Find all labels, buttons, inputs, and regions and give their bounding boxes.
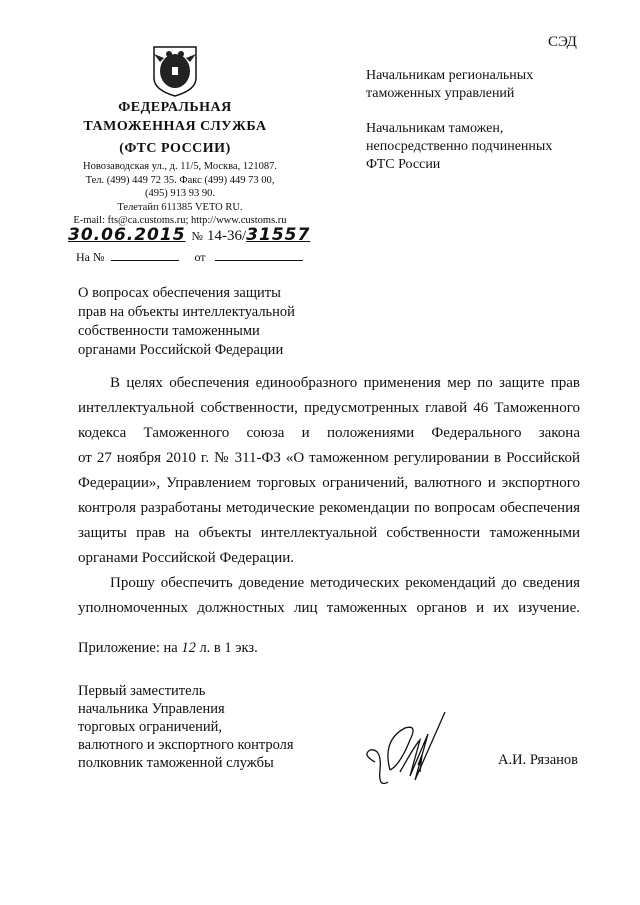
number-label: № (191, 229, 203, 243)
org-name (80, 98, 270, 158)
recipient-line: Начальникам таможен, (366, 121, 504, 136)
sender-address (60, 160, 300, 228)
ref-label: На № (76, 250, 105, 264)
attachment-pages: 12 (181, 640, 196, 656)
recipient-block-2 (366, 120, 552, 174)
reference-line (76, 250, 303, 265)
org-line: ТАМОЖЕННАЯ СЛУЖБА (83, 119, 267, 134)
date-handwritten: 30.06.2015 (68, 225, 186, 245)
address-line: Тел. (499) 449 72 35. Факс (499) 449 73 00, (85, 174, 275, 186)
ref-number-blank (111, 260, 179, 261)
recipient-line: ФТС России (366, 157, 441, 172)
signatory-name: А.И. Рязанов (498, 752, 579, 768)
attachment-suffix: л. в 1 экз. (195, 640, 258, 656)
body-line: защиты прав на объекты интеллектуальной собственности таможенными (78, 525, 580, 541)
subject-line: О вопросах обеспечения защиты (78, 285, 281, 301)
address-line: (495) 913 93 90. (145, 188, 215, 199)
recipient-line: таможенных управлений (366, 86, 515, 101)
position-line: Первый заместитель (78, 683, 206, 699)
attachment-line (78, 640, 258, 657)
position-line: полковник таможенной службы (78, 755, 274, 771)
org-line: (ФТС РОССИИ) (119, 141, 231, 156)
registration-line (68, 225, 310, 245)
address-line: Телетайп 611385 VETO RU. (117, 201, 243, 213)
sed-stamp: СЭД (548, 34, 577, 50)
body-line: контроля разработаны методические рекомендации по вопросам обеспечения (78, 500, 580, 516)
ref-date-blank (215, 260, 303, 261)
subject-line: собственности таможенными (78, 323, 260, 339)
position-line: начальника Управления (78, 701, 225, 717)
emblem-icon (150, 44, 200, 98)
position-line: валютного и экспортного контроля (78, 737, 294, 753)
body-paragraph-2 (78, 571, 580, 621)
body-line: интеллектуальной собственности, предусмотренных главой 46 Таможенного (78, 400, 580, 416)
handwritten-signature-icon (360, 710, 460, 790)
address-line: Новозаводская ул., д. 11/5, Москва, 121087. (83, 161, 277, 172)
number-prefix: 14-36/ (207, 228, 247, 244)
recipient-block-1 (366, 67, 533, 103)
org-line: ФЕДЕРАЛЬНАЯ (118, 100, 232, 115)
body-line: Федерации», Управлением торговых ограничений, валютного и экспортного (78, 475, 580, 491)
recipient-line: непосредственно подчиненных (366, 139, 553, 154)
recipient-line: Начальникам региональных (366, 68, 534, 83)
body-line: В целях обеспечения единообразного применения мер по защите прав (110, 375, 580, 391)
subject (78, 284, 295, 360)
signatory-position (78, 682, 294, 772)
address-line: E-mail: fts@ca.customs.ru; http://www.customs.ru (73, 215, 287, 226)
number-handwritten: 31557 (246, 225, 311, 245)
body-line: кодекса Таможенного союза и положениями Федерального закона (78, 425, 580, 441)
body-line: Прошу обеспечить доведение методических рекомендаций до сведения (110, 575, 580, 591)
ref-from-label: от (194, 250, 206, 264)
body-line: уполномоченных должностных лиц таможенных органов и их изучение. (78, 600, 580, 616)
body-paragraph-1 (78, 371, 580, 571)
body-line: от 27 ноября 2010 г. № 311-ФЗ «О таможенном регулировании в Российской (78, 450, 580, 466)
position-line: торговых ограничений, (78, 719, 222, 735)
subject-line: прав на объекты интеллектуальной (78, 304, 295, 320)
subject-line: органами Российской Федерации (78, 342, 284, 358)
body-line: органами Российской Федерации. (78, 550, 295, 566)
attachment-prefix: Приложение: на (78, 640, 182, 656)
